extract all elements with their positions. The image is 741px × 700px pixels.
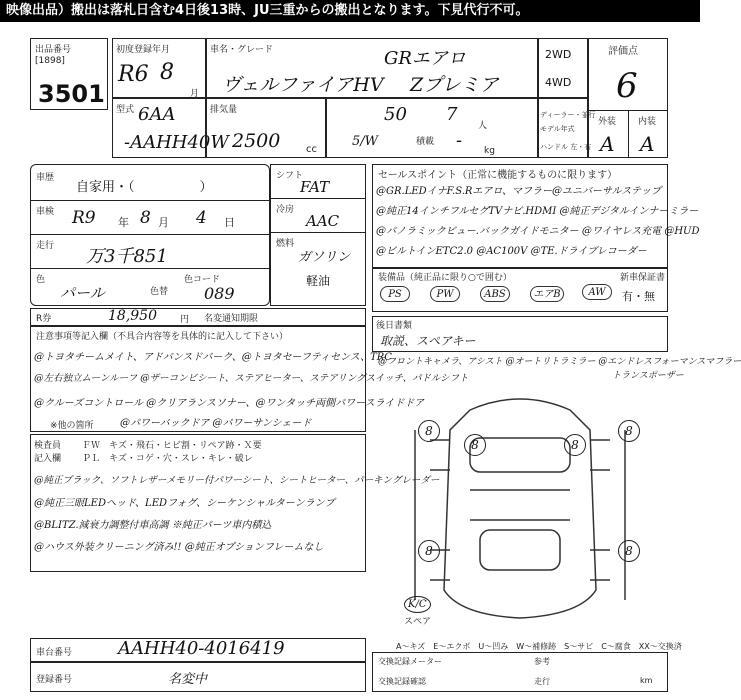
sales-label: セールスポイント（正常に機能するものに限ります）: [378, 170, 618, 181]
drive-box: [538, 38, 588, 98]
shift-value: FAT: [300, 178, 330, 196]
doors: 5/W: [352, 134, 379, 149]
displacement-label: 排気量: [210, 105, 238, 115]
load-label: 積載: [416, 137, 435, 147]
diagram-note: @フロントキャメラ、アシスト @オートリトラミラー @エンドレスフォーマンスマフラー: [378, 357, 741, 367]
model-name: ヴェルファイアHV: [222, 74, 384, 96]
equipment-label: 装備品（純正品に限り○で囲む）: [378, 273, 512, 283]
inspector-codes: ＦＷ キズ・飛石・ヒビ割・リペア跡・Ｘ要: [82, 441, 262, 451]
lot-label: 出品番号: [35, 45, 72, 55]
fuel-gas: ガソリン: [298, 250, 351, 265]
inspector-label2: 記入欄: [34, 454, 62, 464]
interior-label: 内装: [638, 117, 657, 127]
grade: Zプレミア: [410, 74, 499, 96]
notes-line: @クルーズコントロール @クリアランスソナー、@ワンタッチ両側パワースライドドア: [34, 398, 424, 409]
capacity-load-value: 50: [384, 104, 407, 125]
inspection-label: 車検: [36, 207, 55, 217]
tire-mark: 8: [418, 540, 440, 562]
handle-label: ハンドル 左・右: [540, 143, 592, 151]
meter-run-label: 走行: [534, 677, 550, 686]
exterior-label: 外装: [598, 117, 617, 127]
interior-score: A: [640, 132, 655, 156]
registration-month: 8: [160, 60, 174, 85]
registration-label: 初度登録年月: [116, 45, 171, 55]
displacement-unit: cc: [306, 144, 317, 155]
inspection-day-unit: 日: [224, 216, 235, 229]
exterior-score: A: [600, 132, 615, 156]
persons-unit: 人: [478, 121, 488, 131]
sales-line: @パノラミックビュー.バックガイドモニター @ワイヤレス充電 @HUD: [376, 226, 700, 237]
lot-number: 3501: [38, 80, 105, 108]
new-car-value: 有・無: [622, 290, 655, 303]
equip-pw: PW: [430, 286, 460, 302]
sales-line: @GR.LEDイナF.S.Rエアロ、マフラー@ユニバーサルステップ: [376, 186, 662, 197]
displacement-value: 2500: [232, 130, 281, 152]
capacity-box: [326, 98, 538, 158]
sales-line: @ビルトインETC2.0 @AC100V @TE.ドライブレコーダー: [376, 246, 647, 257]
spare-label: スペア: [404, 617, 432, 627]
score-label: 評価点: [608, 46, 638, 57]
car-diagram: [400, 380, 640, 630]
inspection-month-unit: 月: [158, 216, 169, 229]
inspector-label: 検査員: [34, 441, 62, 451]
grade-top: GRエアロ: [384, 48, 466, 69]
diagram-note-right: トランスポーザー: [612, 371, 684, 381]
meter-check-label: 交換記録確認: [378, 677, 426, 686]
load-unit: kg: [484, 146, 495, 156]
model-label: 車名・グレード: [210, 45, 274, 55]
inspection-day: 4: [196, 208, 207, 228]
inspector-line: @純正三眼LEDヘッド、LEDフォグ、シーケンシャルターンランプ: [34, 498, 335, 509]
inspector-line: @純正プラック、ソフトレザーメモリー付パワーシート、シートヒーター、パーキングレーダー: [34, 475, 440, 486]
fuel-diesel: 軽油: [306, 274, 331, 288]
color-swap-label: 色替: [150, 287, 169, 297]
inspector-codes2: ＰＬ キズ・コゲ・穴・スレ・キレ・破レ: [82, 454, 253, 464]
chassis-number: AAHH40-4016419: [118, 638, 285, 659]
color-code: 089: [204, 284, 235, 303]
meter-ref-label: 参考: [534, 657, 550, 666]
inspector-line: @ハウス外装クリーニング済み!! @純正オプションフレームなし: [34, 542, 324, 553]
tire-mark: 8: [618, 420, 640, 442]
registration-number-value: 名変中: [168, 672, 208, 687]
notes-label: 注意事項等記入欄（不具合内容等を具体的に記入して下さい）: [36, 332, 289, 342]
drive-4wd: 4WD: [545, 76, 572, 89]
lot-sub: [1898]: [35, 56, 65, 66]
shift-label: シフト: [276, 171, 304, 181]
new-car-label: 新車保証書: [620, 273, 666, 283]
drive-2wd: 2WD: [545, 48, 572, 61]
name-change-label: 名変通知期限: [204, 314, 259, 324]
equip-abs: ABS: [480, 286, 510, 302]
equip-airbag: エアB: [530, 286, 564, 302]
type-code: 6AA: [138, 104, 176, 125]
after-docs-label: 後日書類: [376, 321, 413, 331]
chassis-code: -AAHH40W: [124, 132, 229, 153]
load-value: -: [456, 130, 463, 151]
registration-number-label: 登録番号: [36, 675, 73, 685]
equip-ps: PS: [380, 286, 410, 302]
recycle-box: [30, 308, 366, 326]
recycle-label: R券: [36, 314, 52, 324]
dealer-label: ディーラー・並行: [540, 111, 596, 119]
history-label: 車歴: [36, 173, 55, 183]
after-docs-value: 取説、スペアキー: [380, 334, 476, 348]
fuel-label: 燃料: [276, 239, 295, 249]
notes-line: @トヨタチームメイト、アドバンスドパーク、@トヨタセーフティセンス、TRC: [34, 352, 392, 363]
inspection-month: 8: [140, 208, 151, 228]
chassis-label: 車台番号: [36, 648, 73, 658]
history-value: 自家用・（ ）: [76, 180, 213, 195]
type-label: 型式: [116, 105, 135, 115]
mileage-label: 走行: [36, 241, 55, 251]
color-code-label: 色コード: [184, 275, 221, 285]
tire-mark: 8: [464, 434, 486, 456]
spare-mark: K/C: [404, 596, 431, 613]
recycle-unit: 円: [180, 315, 190, 325]
registration-month-unit: 月: [190, 89, 200, 99]
color-label: 色: [36, 275, 46, 285]
inspection-year-unit: 年: [118, 216, 129, 229]
notes-note: ※他の箇所: [50, 421, 94, 431]
inspection-year: R9: [72, 208, 96, 228]
recycle-value: 18,950: [108, 308, 157, 324]
persons-value: 7: [446, 104, 458, 125]
notes-line: @左右独立ムーンルーフ @ザーコンビシート、ステアヒーター、ステアリングスイッチ、パドルシフト: [34, 373, 469, 384]
auction-notice: 映像出品）搬出は落札日含む4日後13時、JU三重からの搬出となります。下見代行不可。: [0, 0, 700, 22]
tire-mark: 8: [618, 540, 640, 562]
score-value: 6: [616, 66, 638, 106]
damage-legend: A～キズ E～エクボ U～凹み W～補修跡 S～サビ C～腐食 XX～交換済: [396, 642, 682, 651]
aircon-value: AAC: [306, 212, 340, 230]
aircon-label: 冷房: [276, 205, 295, 215]
inspector-line: @BLITZ.減衰力調整付車高調 ※純正パーツ車内積込: [34, 520, 272, 531]
meter-record-label: 交換記録メーター: [378, 657, 442, 666]
sales-line: @純正14インチフルセグTVナビ.HDMI @純正デジタルインナーミラー: [376, 206, 699, 217]
equip-aw: AW: [582, 284, 612, 300]
registration-era: R6: [118, 62, 149, 87]
model-year-label: モデル年式: [540, 125, 575, 133]
mileage-value: 万3千851: [86, 246, 168, 267]
notes-line: @パワーバックドア @パワーサンシェード: [120, 418, 312, 429]
tire-mark: 8: [564, 434, 586, 456]
tire-mark: 8: [418, 420, 440, 442]
color-value: パール: [60, 284, 105, 302]
meter-km: km: [640, 676, 653, 685]
